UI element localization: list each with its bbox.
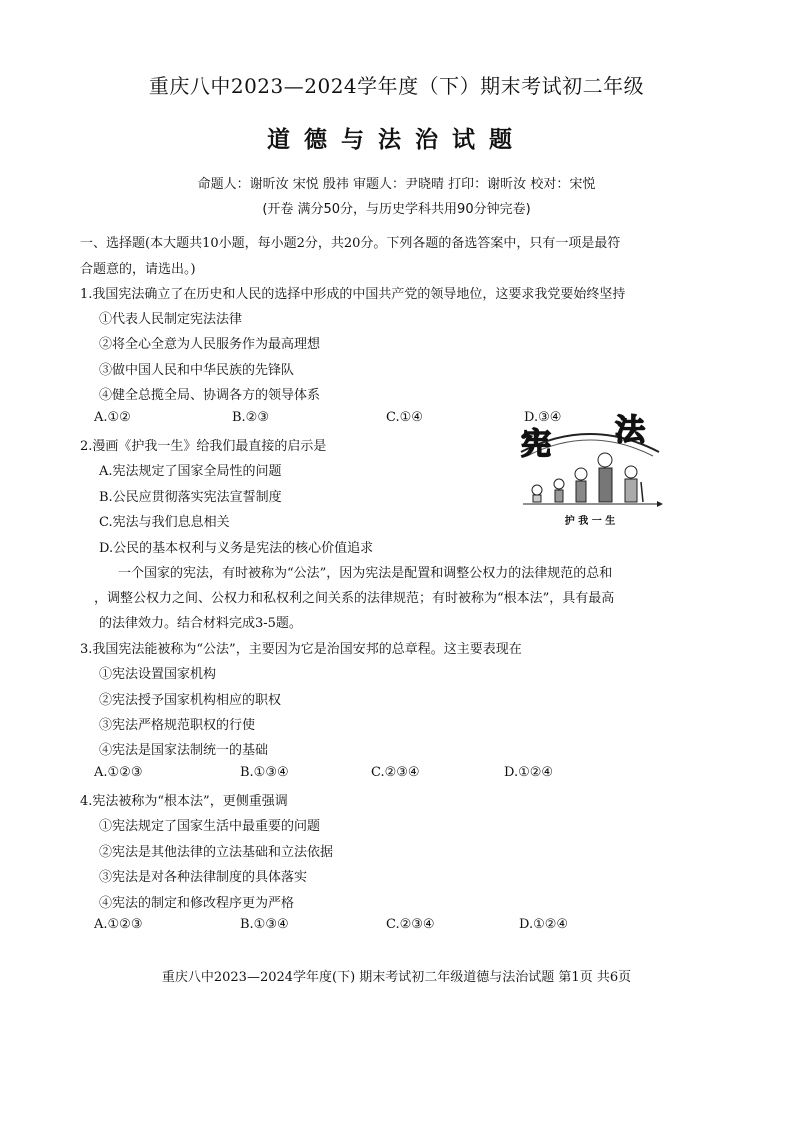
banner-right-char: 法 <box>615 413 645 448</box>
q4-item: ①宪法规定了国家生活中最重要的问题 <box>99 819 321 834</box>
q1-option-d[interactable]: D.③④ <box>524 410 562 425</box>
banner-left-char: 宪 <box>521 427 551 462</box>
q2-option-d[interactable]: D.公民的基本权利与义务是宪法的核心价值追求 <box>99 541 374 556</box>
q4-option-c[interactable]: C.②③④ <box>386 917 435 932</box>
q1-item: ④健全总揽全局、协调各方的领导体系 <box>99 388 321 403</box>
q4-stem: 4.宪法被称为“根本法”，更侧重强调 <box>80 794 288 809</box>
cartoon-caption: 护 我 一 生 <box>564 516 616 527</box>
staff-line: 命题人：谢昕汝 宋悦 殷祎 审题人：尹晓晴 打印：谢昕汝 校对：宋悦 <box>197 177 596 192</box>
q1-option-c[interactable]: C.①④ <box>386 410 423 425</box>
exam-title: 重庆八中2023—2024学年度（下）期末考试初二年级 <box>148 74 645 98</box>
q3-item: ②宪法授予国家机构相应的职权 <box>99 693 282 708</box>
q3-item: ④宪法是国家法制统一的基础 <box>99 743 269 758</box>
page-footer: 重庆八中2023—2024学年度(下) 期末考试初二年级道德与法治试题 第1页 共6页 <box>161 970 632 985</box>
q2-option-a[interactable]: A.宪法规定了国家全局性的问题 <box>99 464 282 479</box>
q3-option-d[interactable]: D.①②④ <box>504 765 554 780</box>
q2-stem: 2.漫画《护我一生》给我们最直接的启示是 <box>80 439 327 454</box>
q3-option-c[interactable]: C.②③④ <box>371 765 420 780</box>
q4-item: ③宪法是对各种法律制度的具体落实 <box>99 870 308 885</box>
q4-option-b[interactable]: B.①③④ <box>240 917 289 932</box>
q1-item: ②将全心全意为人民服务作为最高理想 <box>99 337 321 352</box>
section-intro-line2: 合题意的，请选出。) <box>80 262 196 277</box>
q1-item: ③做中国人民和中华民族的先锋队 <box>99 363 295 378</box>
q1-stem: 1.我国宪法确立了在历史和人民的选择中形成的中国共产党的领导地位，这要求我党要始终坚持 <box>80 287 626 302</box>
material-line3: 的法律效力。结合材料完成3-5题。 <box>99 616 302 631</box>
q2-option-c[interactable]: C.宪法与我们息息相关 <box>99 515 230 530</box>
q1-option-b[interactable]: B.②③ <box>232 410 269 425</box>
q3-option-a[interactable]: A.①②③ <box>94 765 143 780</box>
q3-stem: 3.我国宪法能被称为“公法”，主要因为它是治国安邦的总章程。这主要表现在 <box>80 642 522 657</box>
section-intro-line1: 一、选择题(本大题共10小题，每小题2分，共20分。下列各题的备选答案中，只有一项是最符 <box>80 236 621 251</box>
q4-option-d[interactable]: D.①②④ <box>519 917 569 932</box>
cartoon-protect-my-life <box>515 406 665 530</box>
cartoon-drawing-icon <box>515 406 665 530</box>
q3-item: ③宪法严格规范职权的行使 <box>99 718 256 733</box>
q4-item: ②宪法是其他法律的立法基础和立法依据 <box>99 845 334 860</box>
material-line1: 一个国家的宪法，有时被称为“公法”，因为宪法是配置和调整公权力的法律规范的总和 <box>118 566 613 581</box>
q3-item: ①宪法设置国家机构 <box>99 667 217 682</box>
q1-item: ①代表人民制定宪法法律 <box>99 312 243 327</box>
q4-option-a[interactable]: A.①②③ <box>94 917 143 932</box>
q1-option-a[interactable]: A.①② <box>94 410 131 425</box>
q2-option-b[interactable]: B.公民应贯彻落实宪法宣誓制度 <box>99 490 282 505</box>
material-line2: ，调整公权力之间、公权力和私权利之间关系的法律规范；有时被称为“根本法”，具有最高 <box>94 591 615 606</box>
q4-item: ④宪法的制定和修改程序更为严格 <box>99 896 295 911</box>
q3-option-b[interactable]: B.①③④ <box>240 765 289 780</box>
subject-title: 道德与法治试题 <box>267 126 526 153</box>
exam-note: (开卷 满分50分，与历史学科共用90分钟完卷) <box>262 202 531 217</box>
